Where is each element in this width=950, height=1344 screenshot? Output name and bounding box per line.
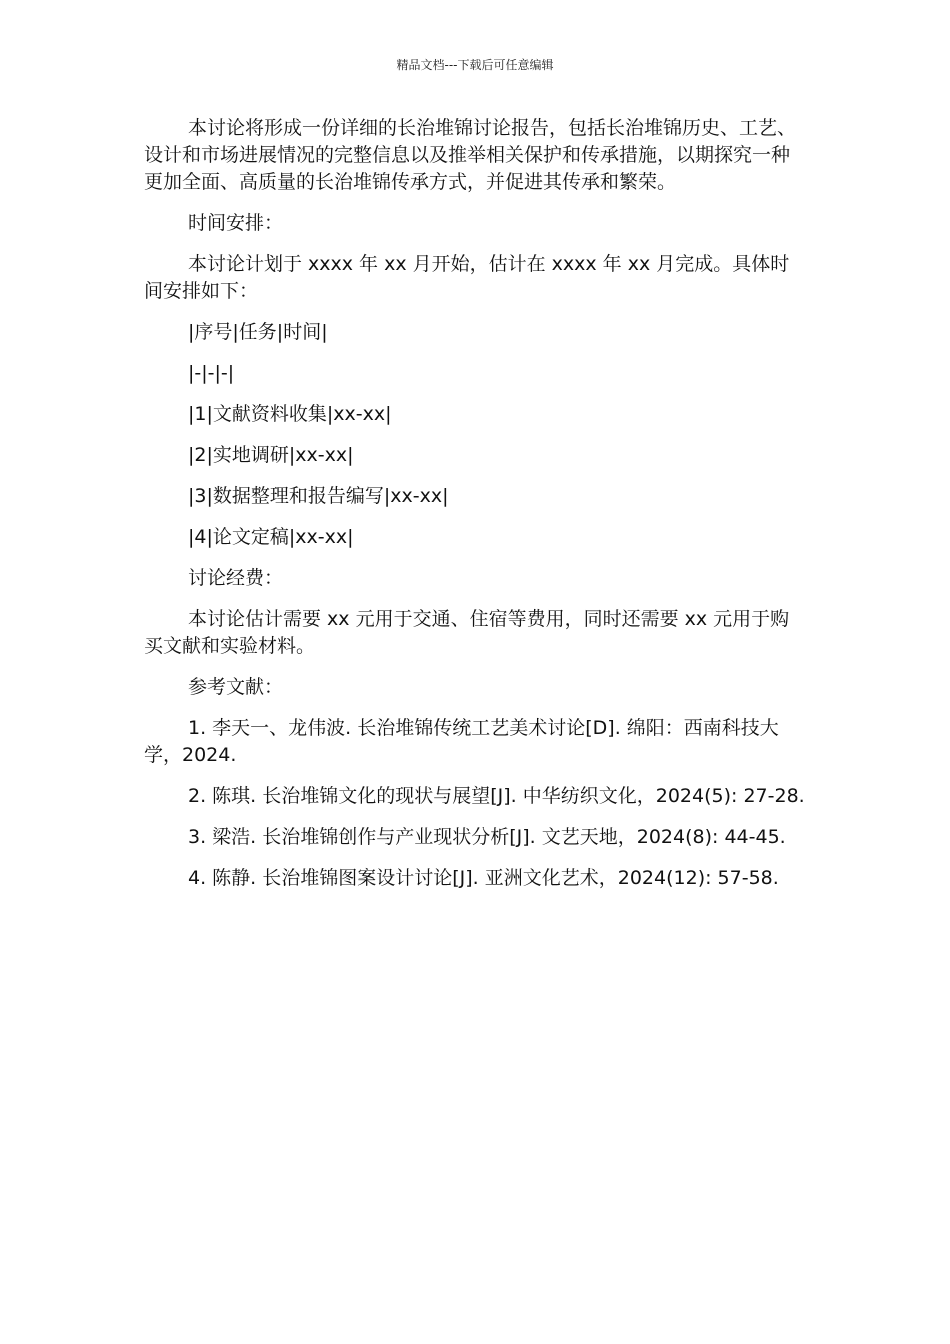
reference-item: 3. 梁浩. 长治堆锦创作与产业现状分析[J]. 文艺天地，2024(8): 44-45. (188, 826, 786, 848)
reference-item: 4. 陈静. 长治堆锦图案设计讨论[J]. 亚洲文化艺术，2024(12): 57-58. (188, 867, 779, 889)
table-line-row: |1|文献资料收集|xx-xx| (188, 403, 392, 425)
table-line-row: |4|论文定稿|xx-xx| (188, 526, 354, 548)
funding-paragraph: 本讨论估计需要 xx 元用于交通、住宿等费用，同时还需要 xx 元用于购买文献和实验材料。 (144, 608, 790, 657)
references-heading: 参考文献： (188, 676, 284, 698)
document-body (144, 115, 806, 906)
table-line-separator: |-|-|-| (188, 362, 235, 384)
reference-item: 1. 李天一、龙伟波. 长治堆锦传统工艺美术讨论[D]. 绵阳：西南科技大学，2024. (144, 717, 779, 766)
reference-item: 2. 陈琪. 长治堆锦文化的现状与展望[J]. 中华纺织文化，2024(5): 27-28. (188, 785, 805, 807)
schedule-heading: 时间安排： (188, 212, 284, 234)
intro-paragraph: 本讨论将形成一份详细的长治堆锦讨论报告，包括长治堆锦历史、工艺、设计和市场进展情况的完整信息以及推举相关保护和传承措施，以期探究一种更加全面、高质量的长治堆锦传承方式，并促进其传承和繁荣。 (144, 117, 797, 193)
table-line-header: |序号|任务|时间| (188, 321, 328, 343)
table-line-row: |2|实地调研|xx-xx| (188, 444, 354, 466)
page-header: 精品文档---下载后可任意编辑 (396, 58, 554, 72)
funding-heading: 讨论经费： (188, 567, 284, 589)
table-line-row: |3|数据整理和报告编写|xx-xx| (188, 485, 449, 507)
schedule-paragraph: 本讨论计划于 xxxx 年 xx 月开始，估计在 xxxx 年 xx 月完成。具体时间安排如下： (144, 253, 790, 302)
